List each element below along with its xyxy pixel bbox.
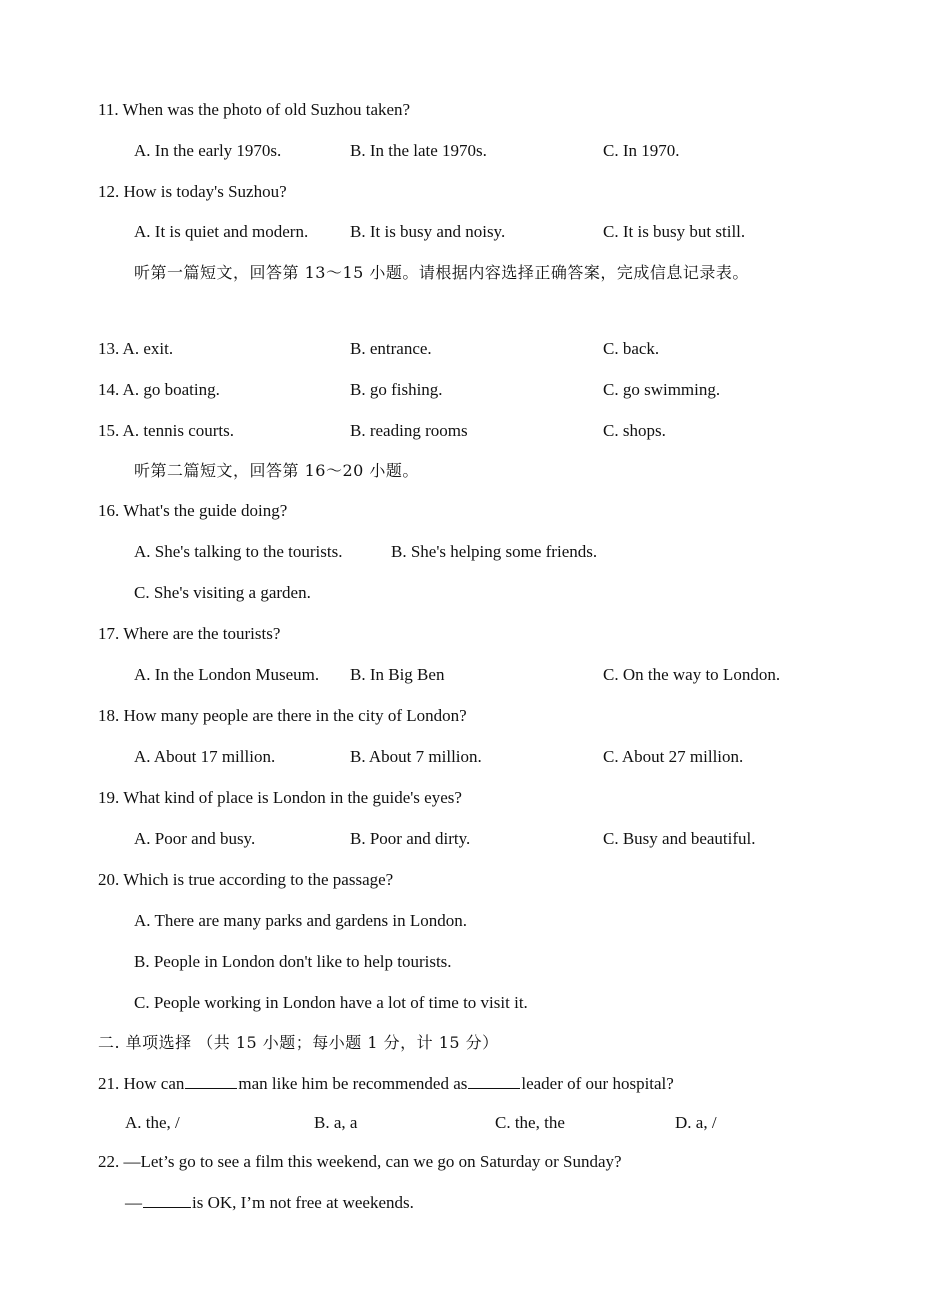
instruction-passage-2: 听第二篇短文，回答第 16～20 小题。: [134, 461, 419, 480]
question-22-stem: 22. —Let’s go to see a film this weekend, can we go on Saturday or Sunday?: [98, 1152, 622, 1171]
question-18-option-b: B. About 7 million.: [350, 747, 482, 766]
question-21-text-3: leader of our hospital?: [521, 1074, 674, 1093]
question-21-text-2: man like him be recommended as: [238, 1074, 468, 1093]
question-21-option-c: C. the, the: [495, 1113, 565, 1132]
question-22-response: [125, 1191, 414, 1214]
question-16-option-c: C. She's visiting a garden.: [134, 583, 311, 602]
answer-blank: [185, 1072, 237, 1089]
question-21-option-d: D. a, /: [675, 1113, 717, 1132]
question-12-option-a: A. It is quiet and modern.: [134, 222, 309, 241]
question-15-option-a: 15. A. tennis courts.: [98, 421, 234, 440]
question-21-text-1: 21. How can: [98, 1074, 185, 1093]
question-12-option-c: C. It is busy but still.: [603, 222, 746, 241]
question-20-stem: 20. Which is true according to the passage?: [98, 870, 394, 889]
question-19-option-b: B. Poor and dirty.: [350, 829, 471, 848]
instruction-passage-1: 听第一篇短文，回答第 13～15 小题。请根据内容选择正确答案，完成信息记录表。: [134, 263, 749, 282]
section-2-heading: 二. 单项选择 （共 15 小题；每小题 1 分，计 15 分）: [98, 1033, 499, 1052]
question-16-option-a: A. She's talking to the tourists.: [134, 542, 343, 561]
question-20-option-c: C. People working in London have a lot of time to visit it.: [134, 993, 528, 1012]
question-16-option-b: B. She's helping some friends.: [391, 542, 598, 561]
question-17-option-b: B. In Big Ben: [350, 665, 445, 684]
question-15-option-b: B. reading rooms: [350, 421, 468, 440]
question-13-option-b: B. entrance.: [350, 339, 432, 358]
question-22-dash: —: [125, 1193, 142, 1212]
question-21-option-b: B. a, a: [314, 1113, 358, 1132]
question-12-stem: 12. How is today's Suzhou?: [98, 182, 287, 201]
question-18-stem: 18. How many people are there in the city of London?: [98, 706, 467, 725]
answer-blank: [143, 1191, 191, 1208]
question-20-option-a: A. There are many parks and gardens in London.: [134, 911, 467, 930]
question-18-option-a: A. About 17 million.: [134, 747, 276, 766]
question-17-option-c: C. On the way to London.: [603, 665, 781, 684]
question-18-option-c: C. About 27 million.: [603, 747, 744, 766]
question-14-option-a: 14. A. go boating.: [98, 380, 220, 399]
question-21-stem: [98, 1072, 674, 1095]
question-14-option-c: C. go swimming.: [603, 380, 721, 399]
question-11-option-c: C. In 1970.: [603, 141, 680, 160]
question-15-option-c: C. shops.: [603, 421, 666, 440]
question-14-option-b: B. go fishing.: [350, 380, 443, 399]
question-17-option-a: A. In the London Museum.: [134, 665, 320, 684]
question-19-option-c: C. Busy and beautiful.: [603, 829, 756, 848]
question-13-option-c: C. back.: [603, 339, 660, 358]
question-16-stem: 16. What's the guide doing?: [98, 501, 288, 520]
question-19-option-a: A. Poor and busy.: [134, 829, 256, 848]
question-19-stem: 19. What kind of place is London in the guide's eyes?: [98, 788, 462, 807]
question-11-option-b: B. In the late 1970s.: [350, 141, 487, 160]
question-11-option-a: A. In the early 1970s.: [134, 141, 282, 160]
question-21-option-a: A. the, /: [125, 1113, 180, 1132]
question-11-stem: 11. When was the photo of old Suzhou taken?: [98, 100, 411, 119]
question-17-stem: 17. Where are the tourists?: [98, 624, 281, 643]
question-12-option-b: B. It is busy and noisy.: [350, 222, 506, 241]
question-20-option-b: B. People in London don't like to help tourists.: [134, 952, 452, 971]
question-13-option-a: 13. A. exit.: [98, 339, 174, 358]
answer-blank: [468, 1072, 520, 1089]
question-22-text: is OK, I’m not free at weekends.: [192, 1193, 414, 1212]
